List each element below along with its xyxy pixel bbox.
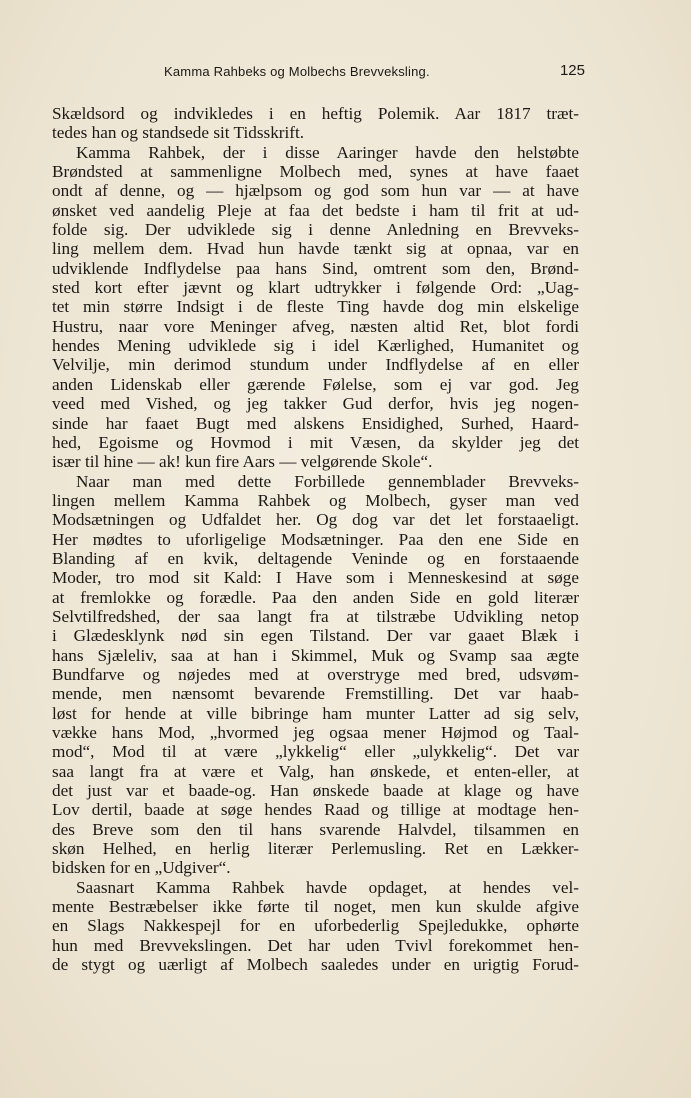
text-line: ondt af denne, og — hjælpsom og god som hun var — at have	[52, 181, 579, 201]
text-line: tet min større Indsigt i de fleste Ting havde dog min elskelige	[52, 297, 579, 317]
text-line: vække hans Mod, „hvormed jeg ogsaa mener Højmod og Taal-	[52, 723, 579, 742]
text-line: bidsken for en „Udgiver“.	[52, 858, 231, 878]
text-line: løst for hende at ville bibringe ham munter Latter ad sig selv,	[52, 703, 579, 723]
paragraph	[52, 878, 579, 975]
text-line: en Slags Nakkespejl for en uforbederlig Spejledukke, ophørte	[52, 916, 579, 936]
running-head	[52, 64, 585, 84]
text-line: Modsætningen og Udfaldet her. Og dog var det let forstaaeligt.	[52, 510, 579, 530]
paragraph	[52, 104, 579, 143]
text-line: Moder, tro mod sit Kald: I Have som i Menneskesind at søge	[52, 568, 579, 588]
text-line: ling mellem dem. Hvad hun havde tænkt sig at opnaa, var en	[52, 239, 579, 259]
text-line: ønsket ved aandelig Pleje at faa det bedste i ham til frit at ud-	[52, 200, 579, 220]
text-line: hans Sjæleliv, saa at han i Skimmel, Muk og Svamp saa ægte	[52, 645, 579, 665]
text-line: saa langt fra at være et Valg, han ønskede, et enten-eller, at	[52, 761, 579, 781]
text-line: mod“, Mod til at være „lykkelig“ eller „ulykkelig“. Det var	[52, 742, 579, 762]
text-line: veed med Vished, og jeg takker Gud derfor, hvis jeg nogen-	[52, 394, 579, 414]
text-line: hendes Mening udviklede sig i idel Kærlighed, Humanitet og	[52, 336, 579, 356]
body-text	[52, 104, 579, 974]
text-line: Selvtilfredshed, der saa langt fra at tilstræbe Udvikling netop	[52, 606, 579, 626]
text-line: Skældsord og indvikledes i en heftig Polemik. Aar 1817 træt-	[52, 104, 579, 123]
text-line: anden Lidenskab eller gærende Følelse, som ej var god. Jeg	[52, 374, 579, 394]
text-line: at fremlokke og forædle. Paa den anden Side en gold literær	[52, 587, 579, 607]
page-number: 125	[559, 62, 585, 79]
text-line: skøn Helhed, en herlig literær Perlemusling. Ret en Lækker-	[52, 839, 579, 859]
text-line: hun med Brevvekslingen. Det har uden Tvivl forekommet hen-	[52, 935, 579, 955]
text-line: mende, men nænsomt bevarende Fremstilling. Det var haab-	[52, 684, 579, 704]
text-line: i Glædesklynk nød sin egen Tilstand. Der var gaaet Blæk i	[52, 626, 579, 646]
text-line: tedes han og standsede sit Tidsskrift.	[52, 123, 305, 143]
text-line: des Breve som den til hans svarende Halvdel, tilsammen en	[52, 819, 579, 839]
paragraph	[52, 143, 579, 472]
text-line: Kamma Rahbek, der i disse Aaringer havde den helstøbte	[76, 142, 579, 162]
text-line: især til hine — ak! kun fire Aars — velgørende Skole“.	[52, 452, 433, 472]
text-line: det just var et baade-og. Han ønskede baade at klage og have	[52, 781, 579, 801]
text-line: mente Bestræbelser ikke førte til noget, men kun skulde afgive	[52, 897, 579, 917]
text-line: Lov dertil, baade at søge hendes Raad og tillige at modtage hen-	[52, 800, 579, 820]
text-line: Bundfarve og nøjedes med at overstryge med bred, udsvøm-	[52, 664, 579, 684]
text-line: lingen mellem Kamma Rahbek og Molbech, gyser man ved	[52, 490, 579, 510]
text-line: Blanding af en kvik, deltagende Veninde og en forstaaende	[52, 548, 579, 568]
text-line: Velvilje, min derimod stundum under Indflydelse af en eller	[52, 355, 579, 375]
running-title: Kamma Rahbeks og Molbechs Brevveksling.	[164, 64, 430, 79]
text-line: Her mødtes to uforligelige Modsætninger. Paa den ene Side en	[52, 529, 579, 549]
text-line: Brøndsted at sammenligne Molbech med, synes at have faaet	[52, 162, 579, 182]
text-line: de stygt og uærligt af Molbech saaledes under en urigtig Forud-	[52, 955, 579, 975]
text-line: folde sig. Der udviklede sig i denne Anledning en Brevveks-	[52, 220, 579, 240]
text-line: hed, Egoisme og Hovmod i mit Væsen, da skylder jeg det	[52, 432, 579, 452]
paragraph	[52, 472, 579, 878]
text-line: sted kort efter jævnt og klart udtrykker i følgende Ord: „Uag-	[52, 278, 579, 298]
text-line: Naar man med dette Forbillede gennemblader Brevveks-	[76, 471, 579, 491]
text-line: udviklende Indflydelse paa hans Sind, omtrent som den, Brønd-	[52, 258, 579, 278]
text-line: Hustru, naar vore Meninger afveg, næsten altid Ret, blot fordi	[52, 316, 579, 336]
text-line: sinde har faaet Bugt med alskens Ensidighed, Surhed, Haard-	[52, 413, 579, 433]
text-line: Saasnart Kamma Rahbek havde opdaget, at hendes vel-	[76, 877, 579, 897]
